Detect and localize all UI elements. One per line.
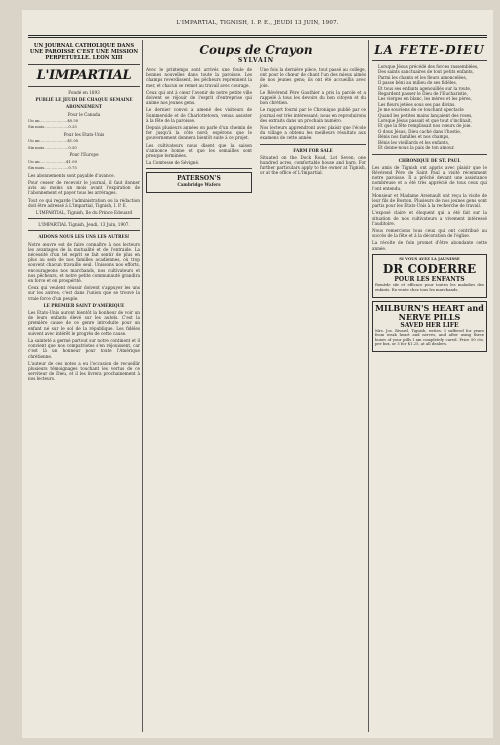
poem-line: Il passe béni au milieu de ses fidèles, (378, 80, 458, 86)
paragraph: Notre œuvre est de faire connaître à nos lecteurs les avantages de la mutualité et de l'entraide. La nécessité d'un tel esprit se fait sentir de plus en plus au sein de nos familles acadiennes, où trop souvent chacun travaille seul. Unissons nos efforts, encourageons nos marchands, nos cultivateurs et nos pêcheurs, et notre petite communauté grandira en force et en prospérité. (28, 241, 140, 284)
poem-line: O doux Jésus, Dieu caché dans l'hostie, (378, 128, 462, 134)
article-title: Coups de Crayon (199, 43, 313, 57)
article-subcolumn-right (260, 67, 366, 178)
coderre-text: Remède sûr et efficace pour toutes les maladies des enfants. En vente chez tous les marchands. (375, 282, 484, 292)
paragraph: Le dernier convoi a amené des visiteurs de Summerside et de Charlottetown, venus assister à la fête de la paroisse. (146, 107, 252, 123)
farm-title: FARM FOR SALE (293, 147, 333, 153)
europe-row: Un an......................$1.00 (28, 158, 77, 164)
coderre-ad (372, 254, 487, 298)
divider (28, 64, 140, 65)
divider (146, 168, 252, 169)
paragraph: Ceux qui ont à cœur l'avenir de notre petite ville doivent se réjouir de l'esprit d'entreprise qui anime nos jeunes gens. (146, 89, 252, 106)
poem-line: Bénis les vieillards et les enfants, (378, 139, 450, 145)
paragraph: La récolte de foin promet d'être abondante cette année. (372, 240, 487, 251)
poem-line: Et donne-nous la paix de ton amour. (378, 145, 455, 151)
canada-title: Pour le Canada (67, 111, 101, 117)
usa-row: Un an.......................$1.00 (28, 138, 79, 144)
motto-title: UN JOURNAL CATHOLIQUE DANS UNE PAROISSE C'EST UNE MISSION PERPETUELLE. LEON XIII (29, 43, 139, 61)
poem-line: Et que la fête remplissait nos cœurs de joie. (378, 123, 472, 129)
paragraph: L'auteur de ces notes a eu l'occasion de recueillir plusieurs témoignages touchant les vertus de ce serviteur de Dieu, et il les livrera prochainement à nos lecteurs. (28, 360, 140, 382)
paragraph: Monsieur et Madame Arsenault ont reçu la visite de leur fils de Boston. Plusieurs de nos jeunes gens sont partis pour les Etats-Unis à la recherche de travail. (372, 192, 487, 209)
page-header (22, 10, 493, 34)
divider (372, 154, 487, 155)
paragraph: Nos lecteurs apprendront avec plaisir que l'école du village a obtenu les meilleurs résultats aux examens de cette année. (260, 125, 366, 141)
column-right (372, 40, 487, 732)
abonnement-title: ABONNEMENT (65, 104, 103, 110)
column-left (28, 40, 140, 732)
poem (372, 64, 487, 151)
page-header-line: L'IMPARTIAL, TIGNISH, I. P. E., JEUDI 13 JUIN, 1907. (176, 20, 339, 26)
publication-line: PUBLIÉ LE JEUDI DE CHAQUE SEMAINE (35, 97, 133, 103)
paragraph: Ceux qui veulent réussir doivent s'appuyer les uns sur les autres; c'est dans l'union que se trouve la vraie force d'un peuple. (28, 285, 140, 301)
usa-row: Six mois....................0.50 (28, 144, 77, 150)
article-byline: SYLVAIN (237, 57, 275, 64)
column-rule (368, 40, 369, 732)
address: L'IMPARTIAL, Tignish, Ile du Prince Edouard (35, 210, 133, 215)
paragraph: Depuis plusieurs années on parle d'un chemin de fer jusqu'à la côte nord; espérons que le gouvernement donnera bientôt suite à ce projet. (146, 125, 252, 141)
farm-text: Situated on the Dock Road, Lot Seven, one hundred acres, comfortable house and barn. For further particulars apply to the owner at Tignish, or at the office of L'Impartial. (260, 154, 366, 176)
paterson-ad (146, 172, 252, 192)
poem-line: Regardent passer le Dieu de l'Eucharistie, (378, 91, 468, 97)
usa-title: Pour les Etats-Unis (63, 132, 105, 137)
signoff: La Comtesse de Sévigné. (146, 160, 200, 166)
paragraph: L'exposé claire et éloquent qui a été fait sur la situation de nos cultivateurs a vivement intéressé l'auditoire. (372, 210, 487, 226)
fete-title: LA FETE-DIEU (374, 43, 485, 57)
europe-row: Six mois....................0.75 (28, 165, 77, 171)
founded-line: Fondé en 1893 (68, 90, 100, 95)
canada-row: Un an.......................$0.50 (28, 117, 79, 123)
paragraph: Une fois la dernière pièce, tout passé au collège, ont pour le chœur de chant l'un des mieux aimés de nos jeunes gens; ils ont été accueillis avec joie. (260, 67, 366, 88)
milburn-sub: SAVED HER LIFE (400, 321, 459, 329)
divider (28, 218, 140, 219)
coderre-sub: POUR LES ENFANTS (394, 276, 465, 284)
paragraph: Les cultivateurs nous disent que la saison s'annonce bonne et que les semailles sont presque terminées. (146, 142, 252, 159)
poem-line: Parmi les chants et les fleurs amoncelées, (378, 74, 467, 80)
poem-line: Les vierges en blanc, les mères et les pères, (378, 96, 472, 102)
paragraph: Le rapport fourni par le Chronique publié par ce journal est très intéressant; nous en reproduirons des extraits dans un prochain numéro. (260, 107, 366, 123)
masthead-logo: L'IMPARTIAL (36, 68, 132, 83)
section-title: AIDONS NOUS LES UNS LES AUTRES! (38, 234, 130, 240)
divider (260, 144, 366, 145)
paragraph: Les amis de Tignish ont appris avec plaisir que le Révérend Père de Saint Paul a visité récemment notre paroisse. Il a prêché devant une assistance nombreuse et a été très apprécié de tous ceux qui l'ont entendu. (372, 164, 487, 191)
paragraph: Avec le printemps sont arrivés une foule de bonnes nouvelles dans toute la paroisse. Les champs reverdissent, les pêcheurs reprennent la mer, et chacun se remet au travail avec courage. (146, 67, 252, 88)
paragraph: Pour cesser de recevoir le journal, il faut donner avis au moins un mois avant l'expiration de l'abonnement et payer tous les arrérages. (28, 179, 140, 196)
paragraph: Nous remercions tous ceux qui ont contribué au succès de la fête et à la décoration de l'église. (372, 227, 487, 239)
poem-line: Quand les petites mains lançaient des roses, (378, 112, 473, 118)
header-rule (28, 35, 487, 36)
header-rule-double (28, 37, 487, 38)
chronique-title: CHRONIQUE DE ST. PAUL (398, 157, 461, 163)
poem-line: Des saints sanctuaires de tout petits enfants, (378, 69, 474, 75)
paterson-title: PATERSON'S (177, 175, 221, 183)
poem-line: Les fleurs jetées sous ses pas divins. (378, 101, 456, 107)
europe-title: Pour l'Europe (69, 152, 99, 158)
paragraph: Tout ce qui regarde l'administration ou la rédaction doit être adressé à L'Impartial, Tignish, I. P. E. (28, 197, 140, 208)
section-title: LE PREMIER SAINT D'AMÉRIQUE (43, 302, 125, 308)
poem-line: Et tous ses enfants agenouillés sur la route, (378, 85, 472, 91)
dateline: L'IMPARTIAL Tignish, Jeudi, 13 Juin, 1907. (38, 222, 130, 228)
milburn-text: Mrs. Jos. Rivard, Tignish, writes: I suffered for years from weak heart and nerves, and after using three boxes of your pills I am completely cured. Price 50 cts. per box, or 3 for $1.25, at all dealers. (375, 327, 484, 347)
column-center (146, 40, 366, 732)
divider (28, 230, 140, 231)
column-rule (142, 40, 143, 732)
poem-line: Lorsque Jésus précédé des forces rassemblées, (378, 64, 479, 69)
coderre-title: DR CODERRE (382, 262, 477, 277)
paterson-text: Cambridge Wafers (177, 182, 221, 188)
paragraph: Les Etats-Unis auront bientôt la bonheur de voir un de leurs enfants élevé sur les autels. C'est la première cause de ce genre introduite pour un enfant né sur le sol de la république. Les fidèles suivent avec intérêt le progrès de cette cause. (28, 310, 140, 336)
poem-line: Je me souviens de ce touchant spectacle (378, 107, 464, 113)
article-subcolumn-left (146, 67, 252, 196)
milburn-ad (372, 301, 487, 352)
paragraph: La sainteté a germé partout sur notre continent et il convient que nos compatriotes s'en réjouissent, car c'est là un honneur pour toute l'Amérique chrétienne. (28, 338, 140, 359)
advance-note: Les abonnements sont payable d'avance. (28, 172, 115, 178)
poem-line: Bénis nos familles et nos champs, (378, 134, 450, 140)
canada-row: Six mois....................0.25 (28, 124, 77, 130)
newspaper-page (22, 10, 493, 738)
coderre-top: SI VOUS AVEZ LA JAUNISSE (399, 255, 460, 261)
milburn-title: MILBURN'S HEART and NERVE PILLS (375, 302, 484, 322)
divider (372, 60, 487, 61)
poem-line: Lorsque Jésus passait et que tout s'inclinait, (378, 118, 472, 124)
divider (28, 86, 140, 87)
paragraph: Le Révérend Père Gauthier a pris la parole et a rappelé à tous les devoirs du bon citoyen et du bon chrétien. (260, 89, 366, 106)
